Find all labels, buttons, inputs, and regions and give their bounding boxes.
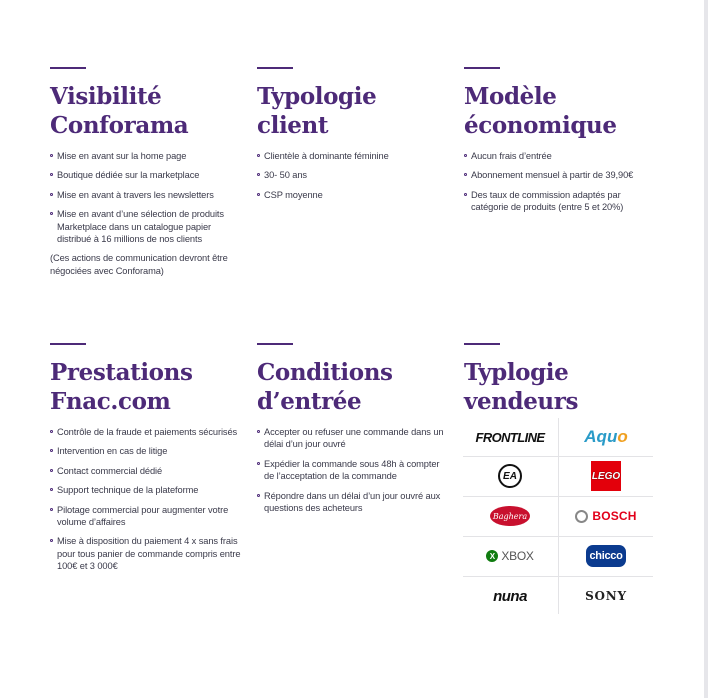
xbox-mark (486, 549, 533, 563)
section-note: (Ces actions de communication devront être négociées avec Conforama) (50, 253, 228, 276)
section-title: Conditions d’entrée (257, 359, 393, 415)
chicco-logo (559, 537, 653, 575)
section-rule (50, 67, 86, 69)
list-item: Mise en avant sur la home page (50, 150, 246, 162)
list-item: Des taux de commission adaptés par catégorie de produits (entre 5 et 20%) (464, 189, 650, 214)
list-item: Abonnement mensuel à partir de 39,90€ (464, 169, 650, 181)
section-list (257, 426, 447, 514)
section-title: Prestations Fnac.com (50, 359, 193, 415)
vendor-logos-grid (463, 418, 653, 614)
aquo-text-b: o (617, 427, 628, 446)
list-item: Expédier la commande sous 48h à compter de l’acceptation de la commande (257, 458, 447, 483)
xbox-sphere-icon: X (486, 550, 498, 562)
chicco-badge (586, 545, 626, 567)
section-title: Typologie client (257, 83, 377, 139)
list-item: 30- 50 ans (257, 169, 453, 181)
list-item: Mise en avant à travers les newsletters (50, 189, 246, 201)
list-item: Pilotage commercial pour augmenter votre volume d’affaires (50, 504, 246, 529)
aquo-wordmark (584, 427, 627, 447)
chicco-wordmark: chicco (589, 550, 623, 562)
sony-wordmark: SONY (585, 589, 627, 603)
list-item: Répondre dans un délai d’un jour ouvré aux questions des acheteurs (257, 490, 447, 515)
list-item: Boutique dédiée sur la marketplace (50, 169, 246, 181)
xbox-wordmark: XBOX (501, 549, 534, 563)
section-typologie-client (257, 67, 453, 208)
nuna-wordmark: nuna (493, 587, 527, 605)
nuna-logo (463, 577, 557, 615)
section-rule (257, 67, 293, 69)
section-rule (257, 343, 293, 345)
section-title: Visibilité Conforama (50, 83, 189, 139)
section-prestations (50, 343, 246, 580)
ea-logo (463, 457, 557, 495)
lego-logo (559, 457, 653, 495)
aquo-logo (559, 418, 653, 456)
section-typlogie-vendeurs (464, 343, 654, 426)
section-rule (50, 343, 86, 345)
list-item: Aucun frais d’entrée (464, 150, 650, 162)
bosch-logo (559, 497, 653, 535)
list-item: Mise en avant d’une sélection de produits Marketplace dans un catalogue papier distribué à 16 millions de nos clients (50, 208, 246, 245)
baghera-wordmark: Baghera (492, 511, 528, 521)
section-list (50, 426, 246, 573)
section-title: Modèle économique (464, 83, 617, 139)
list-item: Intervention en cas de litige (50, 445, 246, 457)
frontline-logo (463, 418, 557, 456)
baghera-logo (463, 497, 557, 535)
lego-wordmark: LEGO (591, 470, 621, 482)
section-list (464, 150, 650, 214)
section-modele-economique (464, 67, 650, 221)
section-visibilite (50, 67, 246, 277)
section-list (50, 150, 246, 245)
list-item: CSP moyenne (257, 189, 453, 201)
bosch-ring-icon (575, 510, 588, 523)
list-item: Contrôle de la fraude et paiements sécurisés (50, 426, 246, 438)
section-rule (464, 67, 500, 69)
bosch-mark (575, 509, 636, 523)
section-rule (464, 343, 500, 345)
list-item: Mise à disposition du paiement 4 x sans frais pour tous panier de commande compris entre 100€ et 3 000€ (50, 535, 246, 572)
baghera-badge (490, 506, 530, 526)
list-item: Support technique de la plateforme (50, 484, 246, 496)
bosch-wordmark: BOSCH (592, 509, 637, 523)
list-item: Accepter ou refuser une commande dans un délai d’un jour ouvré (257, 426, 447, 451)
xbox-logo (463, 537, 557, 575)
list-item: Contact commercial dédié (50, 465, 246, 477)
lego-badge (591, 461, 621, 491)
aquo-text-a: Aqu (584, 427, 618, 446)
list-item: Clientèle à dominante féminine (257, 150, 453, 162)
section-conditions (257, 343, 447, 521)
page-edge (704, 0, 708, 698)
frontline-wordmark: FRONTLINE (475, 429, 545, 445)
section-title: Typlogie vendeurs (464, 359, 579, 415)
sony-logo (559, 577, 653, 615)
section-list (257, 150, 453, 201)
ea-badge: EA (498, 464, 522, 488)
